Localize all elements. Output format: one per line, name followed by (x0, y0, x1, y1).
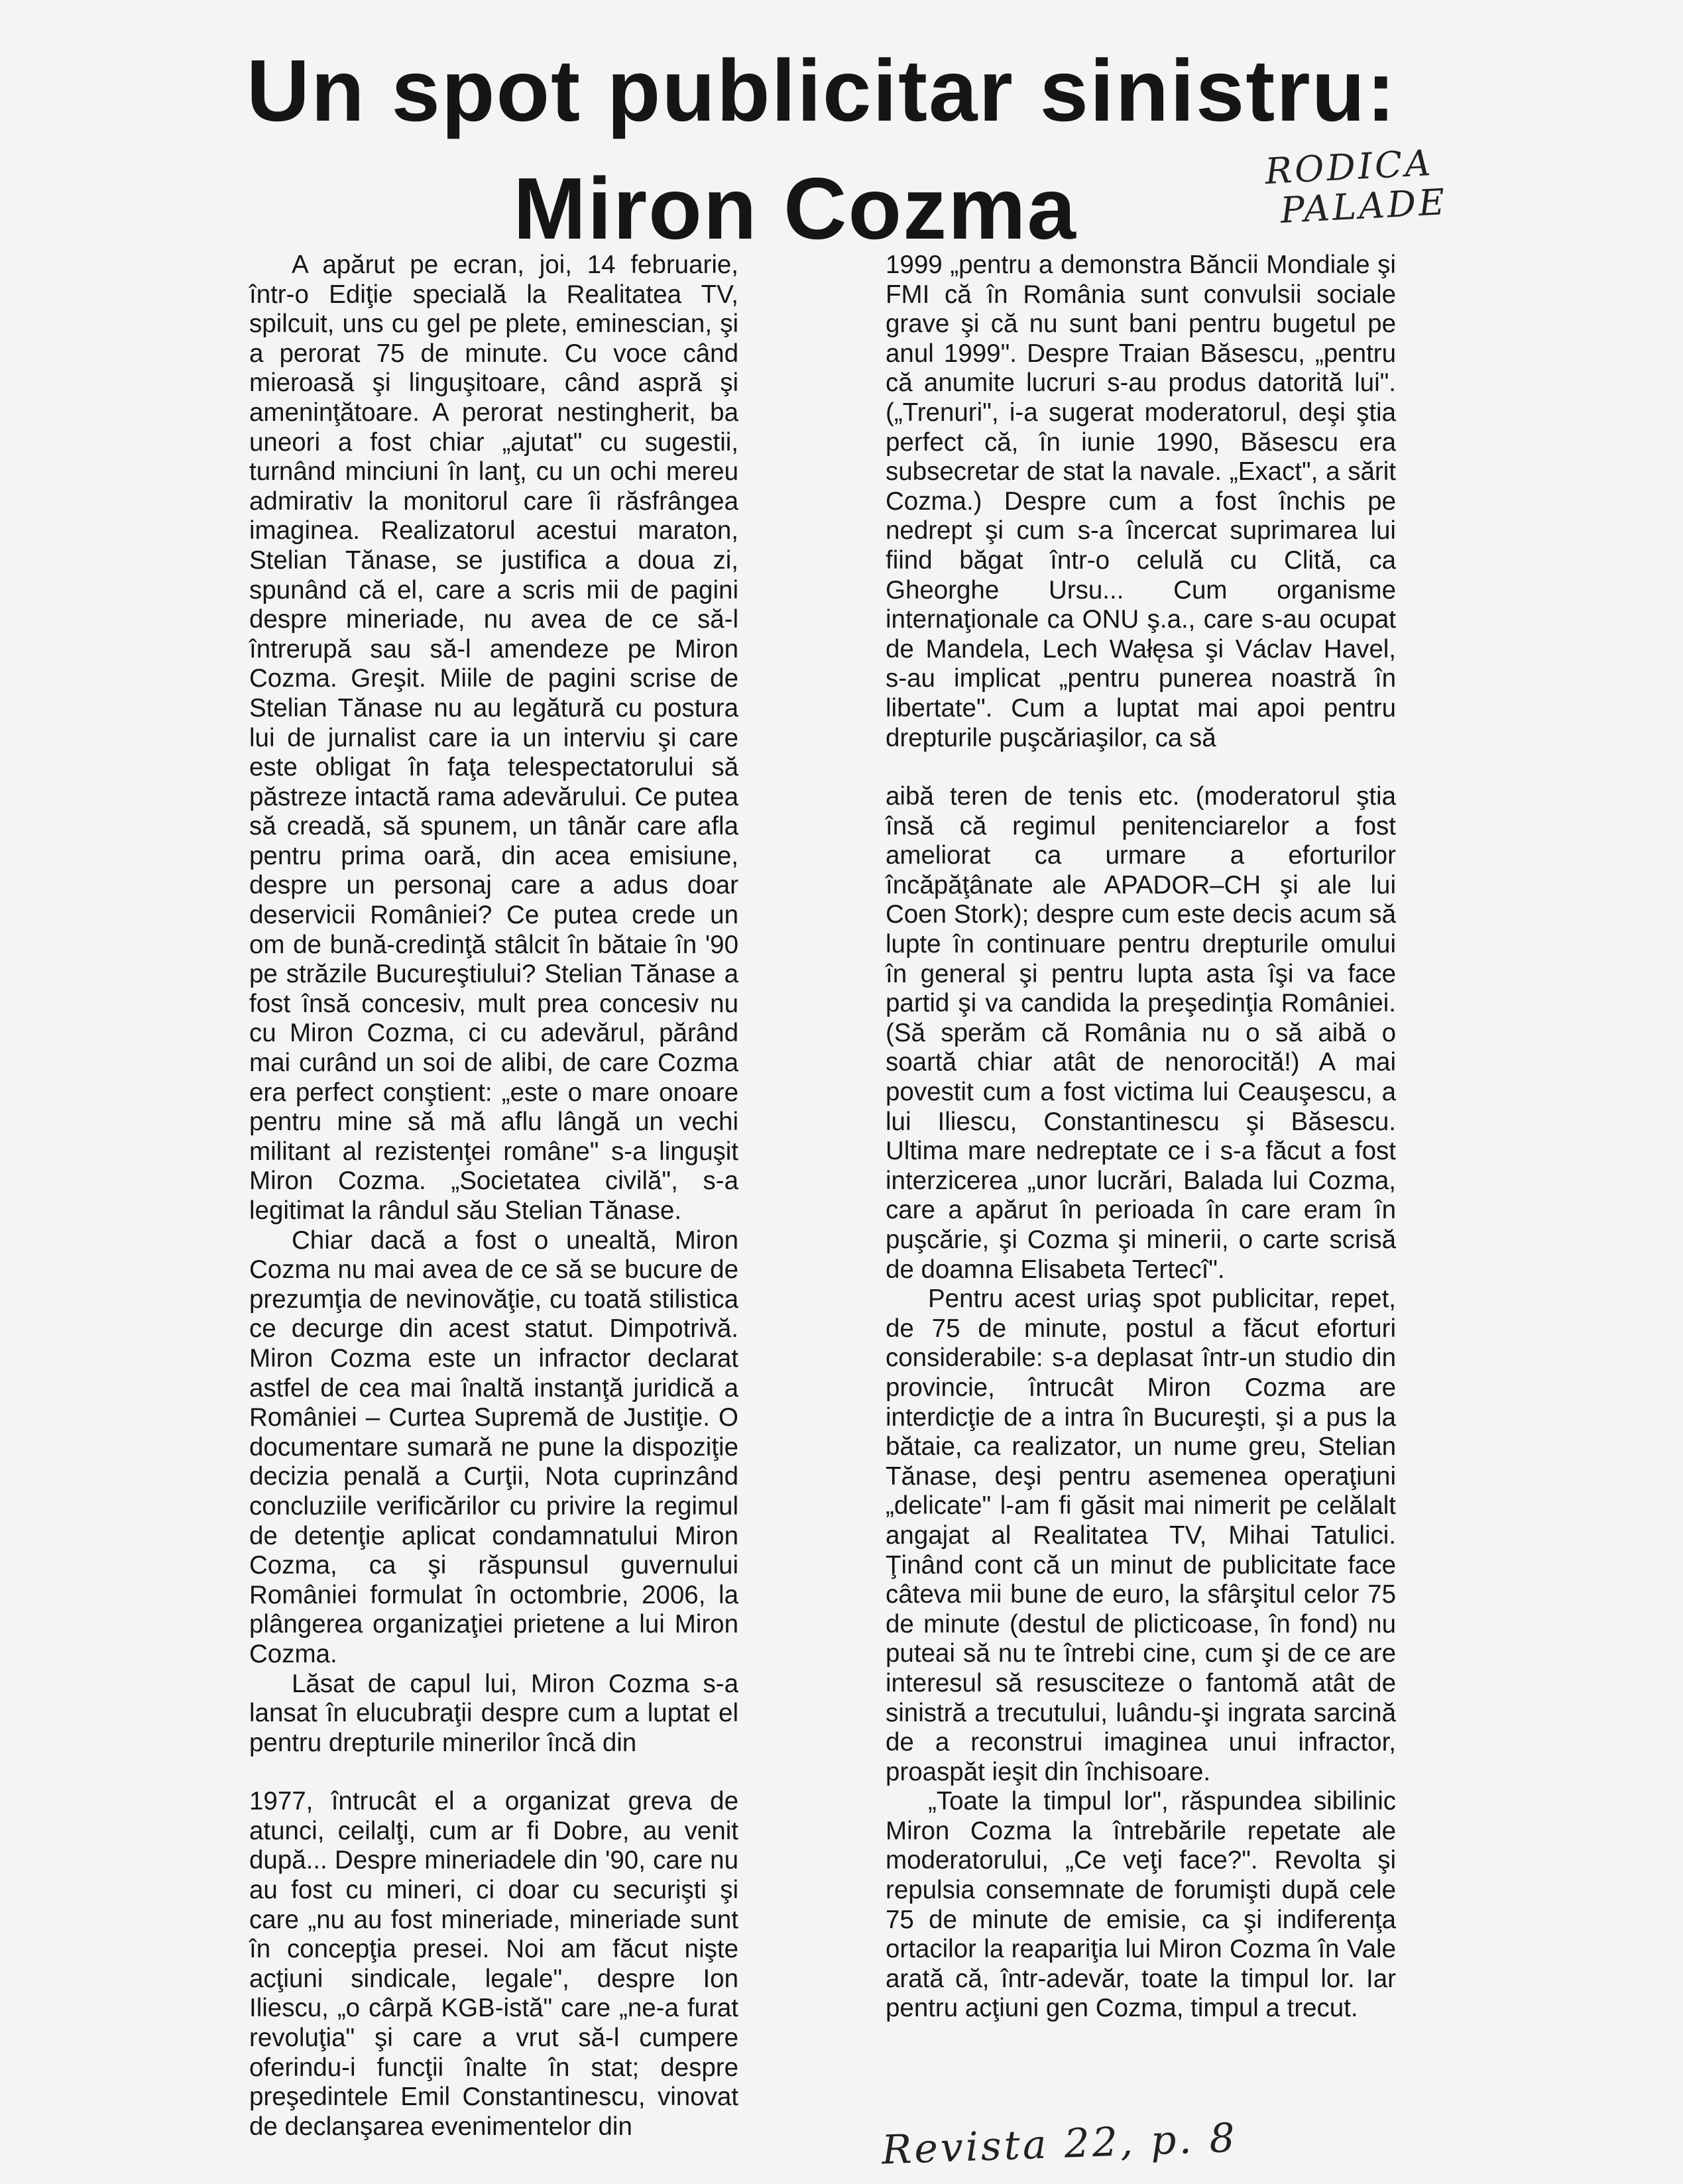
paragraph: Lăsat de capul lui, Miron Cozma s-a lansat în elucubraţii despre cum a luptat el pentru drepturile minerilor încă din (249, 1669, 738, 1757)
paragraph: A apărut pe ecran, joi, 14 februarie, într-o Ediţie specială la Realitatea TV, spilcuit, uns cu gel pe plete, eminescian, şi a perorat 75 de minute. Cu voce când mieroasă şi linguşitoare, când aspră şi ameninţătoare. A perorat nestingherit, ba uneori a fost chiar „ajutat" cu sugestii, turnând minciuni în lanţ, cu un ochi mereu admirativ la monitorul care îi răsfrângea imaginea. Realizatorul acestui maraton, Stelian Tănase, se justifica a doua zi, spunând că el, care a scris mii de pagini despre mineriade, nu avea de ce să-l întrerupă sau să-l amendeze pe Miron Cozma. Greşit. Miile de pagini scrise de Stelian Tănase nu au legătură cu postura lui de jurnalist care ia un interviu şi care este obligat în faţa telespectatorului să păstreze intactă rama adevărului. Ce putea să creadă, să spunem, un tânăr care afla pentru prima oară, din acea emisiune, despre un personaj care a adus doar deservicii României? Ce putea crede un om de bună-credinţă stâlcit în bătaie în '90 pe străzile Bucureştiului? Stelian Tănase a fost însă concesiv, mult prea concesiv nu cu Miron Cozma, ci cu adevărul, părând mai curând un soi de alibi, de care Cozma era perfect conştient: „este o mare onoare pentru mine să mă aflu lângă un vechi militant al rezistenţei române" s-a linguşit Miron Cozma. „Societatea civilă", s-a legitimat la rândul său Stelian Tănase. (249, 251, 738, 1225)
article-title-line-2: Miron Cozma (513, 160, 1077, 257)
paragraph: 1999 „pentru a demonstra Băncii Mondiale şi FMI că în România sunt convulsii sociale grave şi că nu sunt bani pentru bugetul pe anul 1999". Despre Traian Băsescu, „pentru că anumite lucruri s-au produs datorită lui". („Trenuri", i-a sugerat moderatorul, deşi ştia perfect că, în iunie 1990, Băsescu era subsecretar de stat la navale. „Exact", a sărit Cozma.) Despre cum a fost închis pe nedrept şi cum s-a încercat suprimarea lui fiind băgat într-o celulă cu Clită, ca Gheorghe Ursu... Cum organisme internaţionale ca ONU ş.a., care s-au ocupat de Mandela, Lech Wałęsa şi Václav Havel, s-au implicat „pentru punerea noastră în libertate". Cum a luptat mai apoi pentru drepturile puşcăriaşilor, ca să (886, 251, 1396, 752)
paragraph: 1977, întrucât el a organizat greva de atunci, ceilalţi, cum ar fi Dobre, au venit după... Despre mineriadele din '90, care nu au fost cu mineri, ci doar cu securişti şi care „nu au fost mineriade, mineriade sunt în concepţia presei. Noi am făcut nişte acţiuni sindicale, legale", despre Ion Iliescu, „o cârpă KGB-istă" care „ne-a furat revoluţia" şi care a vrut să-l cumpere oferindu-i funcţii înalte în stat; despre preşedintele Emil Constantinescu, vinovat de declanşarea evenimentelor din (249, 1787, 738, 2141)
handwritten-author-note (1264, 143, 1448, 231)
paragraph: Pentru acest uriaş spot publicitar, repet, de 75 de minute, postul a făcut eforturi considerabile: s-a deplasat într-un studio din provincie, întrucât Miron Cozma are interdicţie de a intra în Bucureşti, şi a pus la bătaie, ca realizator, un nume greu, Stelian Tănase, deşi pentru asemenea operaţiuni „delicate" l-am fi găsit mai nimerit pe celălalt angajat al Realitatea TV, Mihai Tatulici. Ţinând cont că un minut de publicitate face câteva mii bune de euro, la sfârşitul celor 75 de minute (destul de plicticoase, în fond) nu puteai să nu te întrebi cine, cum şi de ce are interesul să resusciteze o fantomă atât de sinistră a trecutului, luându-şi ingrata sarcină de a reconstrui imaginea unui infractor, proaspăt ieşit din închisoare. (886, 1285, 1396, 1786)
article-column-left (249, 251, 738, 2142)
article-column-right (886, 251, 1396, 2024)
handwritten-source-note: Revista 22, p. 8 (880, 2114, 1238, 2174)
paragraph: aibă teren de tenis etc. (moderatorul ştia însă că regimul penitenciarelor a fost ameliorat ca urmare a eforturilor încăpăţânate ale APADOR–CH şi ale lui Coen Stork); despre cum este decis acum să lupte în continuare pentru drepturile omului în general şi pentru lupta asta îşi va face partid şi va candida la preşedinţia României. (Să sperăm că România nu o să aibă o soartă chiar atât de nenorocită!) A mai povestit cum a fost victima lui Ceauşescu, a lui Iliescu, Constantinescu şi Băsescu. Ultima mare nedreptate ce i s-a făcut a fost interzicerea „unor lucrări, Balada lui Cozma, care a apărut în perioada în care eram în puşcărie, şi Cozma şi minerii, o carte scrisă de doamna Elisabeta Tertecî". (886, 782, 1396, 1284)
author-note-line-2: PALADE (1279, 180, 1448, 231)
paragraph: Chiar dacă a fost o unealtă, Miron Cozma nu mai avea de ce să se bucure de prezumţia de nevinovăţie, cu toată stilistica ce decurge din acest statut. Dimpotrivă. Miron Cozma este un infractor declarat astfel de cea mai înaltă instanţă juridică a României – Curtea Supremă de Justiţie. O documentare sumară ne pune la dispoziţie decizia penală a Curţii, Nota cuprinzând concluziile verificărilor cu privire la regimul de detenţie aplicat condamnatului Miron Cozma, ca şi răspunsul guvernului României formulat în octombrie, 2006, la plângerea organizaţiei prietene a lui Miron Cozma. (249, 1226, 738, 1668)
author-note-line-1: RODICA (1263, 141, 1434, 193)
paragraph: „Toate la timpul lor", răspundea sibilinic Miron Cozma la întrebările repetate ale moderatorului, „Ce veţi face?". Revolta şi repulsia consemnate de forumişti după cele 75 de minute de emisie, ca şi indiferenţa ortacilor la reapariţia lui Miron Cozma în Vale arată că, într-adevăr, toate la timpul lor. Iar pentru acţiuni gen Cozma, timpul a trecut. (886, 1787, 1396, 2023)
article-title-line-1: Un spot publicitar sinistru: (246, 42, 1397, 139)
